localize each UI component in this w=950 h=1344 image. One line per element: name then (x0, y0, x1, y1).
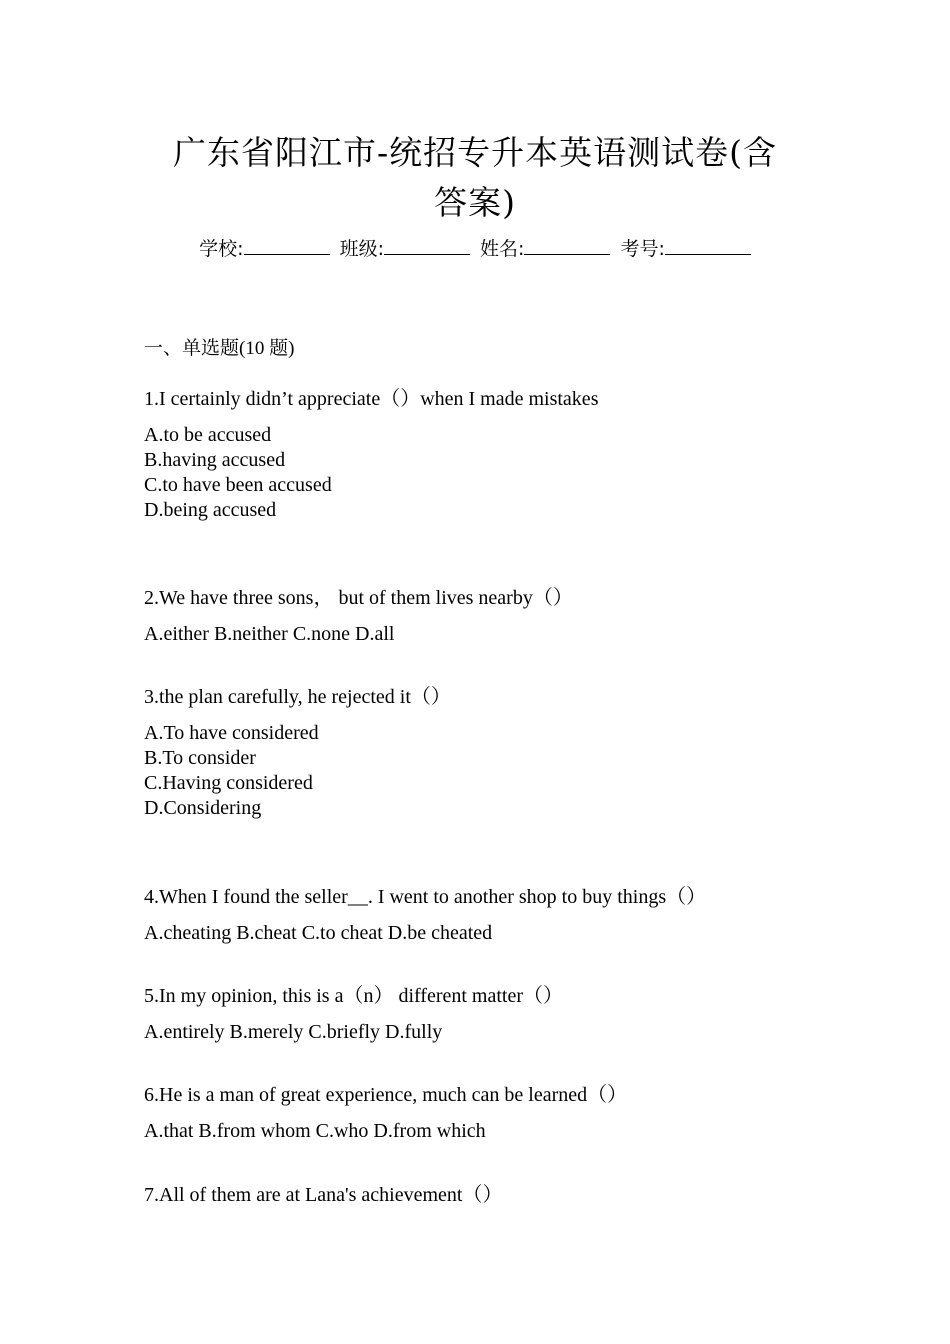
question-options (144, 721, 451, 821)
option-d: D.being accused (144, 499, 277, 521)
options-line: A.cheating B.cheat C.to cheat D.be cheated (144, 922, 493, 944)
option-c: C.Having considered (144, 772, 313, 794)
question-7 (144, 1183, 502, 1208)
options-line: A.that B.from whom C.who D.from which (144, 1120, 486, 1142)
class-label: 班级: (339, 238, 384, 260)
option-a: A.to be accused (144, 424, 272, 446)
document-title (140, 128, 810, 228)
options-line: A.either B.neither C.none D.all (144, 623, 395, 645)
question-2 (144, 586, 573, 647)
class-blank (384, 236, 470, 255)
question-5 (144, 984, 563, 1045)
option-d: D.Considering (144, 797, 262, 819)
question-options (144, 921, 706, 946)
question-stem: 3.the plan carefully, he rejected it（） (144, 686, 451, 708)
question-3 (144, 685, 451, 821)
question-options (144, 423, 598, 523)
question-1 (144, 387, 598, 523)
title-line-2: 答案) (434, 183, 516, 222)
question-stem: 1.I certainly didn’t appreciate（）when I made mistakes (144, 388, 599, 410)
question-6 (144, 1083, 627, 1144)
title-line-1: 广东省阳江市-统招专升本英语测试卷(含 (172, 133, 778, 172)
name-blank (524, 236, 610, 255)
options-line: A.entirely B.merely C.briefly D.fully (144, 1021, 443, 1043)
class-field (340, 238, 470, 260)
option-b: B.To consider (144, 747, 256, 769)
name-label: 姓名: (480, 238, 525, 260)
question-options (144, 1020, 563, 1045)
option-c: C.to have been accused (144, 474, 332, 496)
option-b: B.having accused (144, 449, 286, 471)
exam-number-label: 考号: (620, 238, 665, 260)
question-stem: 2.We have three sons， but of them lives nearby（） (144, 587, 573, 609)
name-field (480, 238, 610, 260)
question-options (144, 622, 573, 647)
question-stem: 7.All of them are at Lana's achievement（） (144, 1184, 503, 1206)
question-stem: 5.In my opinion, this is a（n） different matter（） (144, 985, 564, 1007)
exam-number-field (620, 238, 750, 260)
question-options (144, 1119, 627, 1144)
question-stem: 6.He is a man of great experience, much can be learned（） (144, 1084, 628, 1106)
section-heading: 一、单选题(10 题) (144, 338, 295, 359)
school-blank (244, 236, 330, 255)
question-stem: 4.When I found the seller__. I went to another shop to buy things（） (144, 886, 707, 908)
student-info-line (0, 234, 950, 264)
question-4 (144, 885, 706, 946)
option-a: A.To have considered (144, 722, 319, 744)
school-field (199, 238, 329, 260)
school-label: 学校: (199, 238, 244, 260)
exam-number-blank (665, 236, 751, 255)
